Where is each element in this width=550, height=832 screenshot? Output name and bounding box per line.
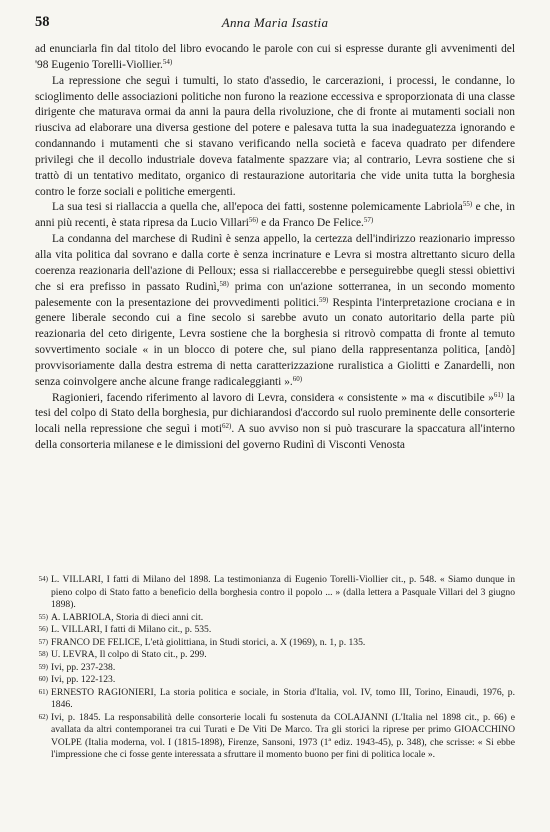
footnote bbox=[35, 712, 515, 762]
paragraph: La sua tesi si riallaccia a quella che, all'epoca dei fatti, sostenne polemicamente Labriola$^{55)}$ e che, in anni più recenti, è stata ripresa da Lucio Villari$^{56)}$ e da Franco De Felice.$^{57)}$ bbox=[35, 200, 515, 230]
main-text bbox=[35, 42, 515, 454]
footnote bbox=[35, 612, 515, 625]
footnote bbox=[35, 624, 515, 637]
footnote-number: 55) bbox=[38, 612, 48, 621]
paragraph: ad enunciarla fin dal titolo del libro evocando le parole con cui si espresse durante gli avvenimenti del '98 Eugenio Torelli-Viollier.$^{54)}$ bbox=[35, 43, 515, 71]
footnote-text: L. VILLARI, I fatti di Milano cit., p. 535. bbox=[51, 624, 212, 635]
footnote-number: 62) bbox=[38, 712, 48, 721]
footnote-number: 59) bbox=[38, 662, 48, 671]
note-reference: 59) bbox=[319, 295, 329, 304]
paragraph: La condanna del marchese di Rudinì è senza appello, la certezza dell'indirizzo reazionario impresso alla vita politica dal sovrano e dalla corte è senza incrinature e Levra si mostra altrettanto sicuro della coerenza reazionaria dell'azione di Pelloux; essa si riallaccerebbe e perseguirebbe quegli stessi obiettivi che si era prefisso in passato Rudinì,$^{58)}$ prima con un'azione sotterranea, in un secondo momento palesemente con la presentazione dei provvedimenti politici.$^{59)}$ Respinta l'interpretazione crociana e in genere liberale secondo cui a fine secolo si sarebbe avuto un conato autoritario della parte più reazionaria del ceto dirigente, Levra sostiene che la borghesia si ritrovò compatta di fronte al temuto sovvertimento sociale « in un blocco di potere che, sul piano della rappresentanza politica, [andò] provvisoriamente dalla destra estrema di netta caratterizzazione ruralistica a Giolitti e Zanardelli, non senza coinvolgere anche alcune frange radicaleggianti ».$^{60)}$ bbox=[35, 233, 516, 388]
note-reference: 61) bbox=[493, 390, 504, 399]
note-reference: 62) bbox=[221, 422, 232, 431]
footnote bbox=[35, 687, 515, 712]
running-head: Anna Maria Isastia bbox=[221, 15, 329, 30]
paragraph: Ragionieri, facendo riferimento al lavoro di Levra, considera « consistente » ma « discutibile »$^{61)}$ la tesi del colpo di Stato della borghesia, pur dichiarandosi d'accordo sul ruolo preminente delle consorterie locali nella repressione che seguì i moti$^{62)}$. A suo avviso non si può trascurare la spaccatura all'interno della consorteria milanese e le dimissioni del governo Rudinì di Visconti Venosta bbox=[35, 390, 515, 452]
footnote-number: 56) bbox=[38, 625, 48, 633]
note-reference: 57) bbox=[363, 216, 374, 225]
footnote-text: A. LABRIOLA, Storia di dieci anni cit. bbox=[51, 611, 204, 623]
note-reference: 55) bbox=[462, 200, 473, 209]
footnote-text: Ivi, p. 1845. La responsabilità delle consorterie locali fu sostenuta da COLAJANNI (L'Italia nel 1898 cit., p. 66) e avallata da altri contemporanei tra cui Turati e De Viti De Marco. Tra gli storici la riprese per primo GIOACCHINO VOLPE (Italia moderna, vol. I (1815-1898), Firenze, Sansoni, 1973 (1ª ediz. 1943-45), p. 348), che scrisse: « Si ebbe l'impressione che ci fosse gente interessata a sfruttare il momento buono per fini di politica locale ». bbox=[51, 711, 515, 760]
footnote-number: 54) bbox=[38, 575, 48, 583]
footnote-text: ERNESTO RAGIONIERI, La storia politica e sociale, in Storia d'Italia, vol. IV, tomo III, Torino, Einaudi, 1976, p. 1846. bbox=[51, 686, 515, 710]
note-reference: 60) bbox=[292, 374, 303, 383]
footnote-number: 58) bbox=[38, 650, 48, 658]
footnote-number: 60) bbox=[38, 675, 48, 683]
footnote bbox=[35, 662, 515, 675]
footnote-text: Ivi, pp. 237-238. bbox=[51, 661, 116, 673]
footnote-number: 57) bbox=[38, 637, 48, 646]
footnote-text: U. LEVRA, Il colpo di Stato cit., p. 299. bbox=[51, 649, 207, 660]
footnote bbox=[35, 674, 515, 687]
footnotes bbox=[35, 574, 515, 762]
footnote bbox=[35, 649, 515, 662]
paragraph: La repressione che seguì i tumulti, lo stato d'assedio, le carcerazioni, i processi, le condanne, lo scioglimento delle associazioni politiche non furono la reazione eccessiva e sproporzionata di una classe dirigente che maturava ormai da anni la paura della rivoluzione, che di fronte ai mutamenti sociali non riusciva ad elaborare una diversa gestione del potere e palesava tutta la sua inadeguatezza ignorando e condannando i mutamenti che si stavano verificando nella società e faceva quadrato per difendere privilegi che il decollo industriale doveva fatalmente spazzare via; al contrario, Levra sostiene che si trattò di un tentativo meditato, organico di restaurazione autoritaria che vide unita tutta la borghesia contro le forze sociali e politiche emergenti. bbox=[35, 74, 515, 198]
footnote-text: Ivi, pp. 122-123. bbox=[51, 674, 116, 685]
note-reference: 58) bbox=[219, 279, 229, 288]
note-reference: 54) bbox=[162, 57, 173, 66]
footnote bbox=[35, 574, 515, 612]
footnote-text: FRANCO DE FELICE, L'età giolittiana, in Studi storici, a. X (1969), n. 1, p. 135. bbox=[51, 636, 366, 648]
page-number: 58 bbox=[35, 14, 50, 30]
note-reference: 56) bbox=[248, 216, 259, 225]
footnote-text: L. VILLARI, I fatti di Milano del 1898. La testimonianza di Eugenio Torelli-Viollier cit., p. 548. « Siamo dunque in pieno colpo di Stato fatto a beneficio della borghesia contro il popolo ... » (dalla lettera a Pasquale Villari del 3 giugno 1898). bbox=[51, 574, 515, 610]
footnote bbox=[35, 637, 515, 650]
footnote-number: 61) bbox=[38, 687, 48, 696]
page-header bbox=[35, 14, 515, 32]
